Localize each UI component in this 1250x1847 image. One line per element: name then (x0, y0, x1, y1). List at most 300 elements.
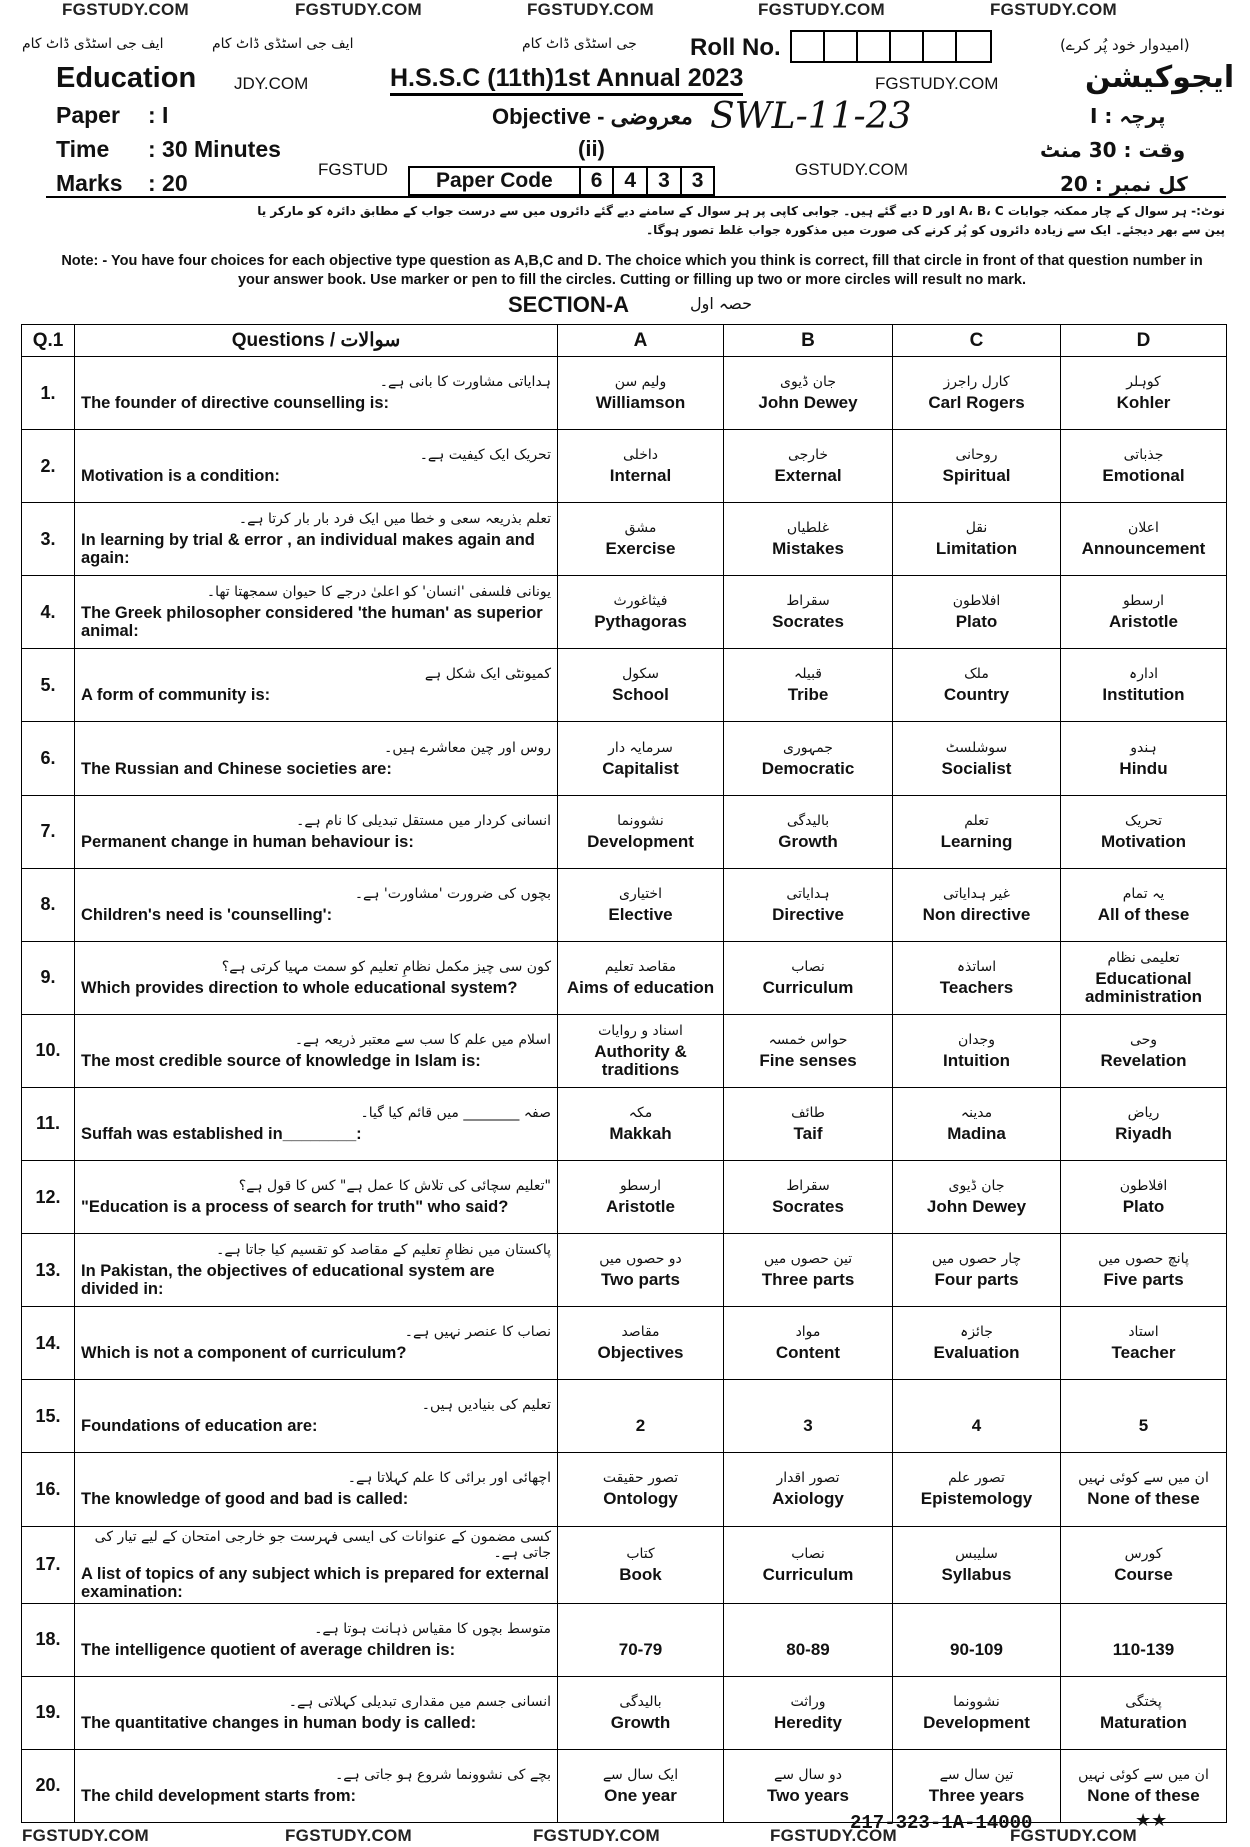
question-urdu: تحریک ایک کیفیت ہے۔ (419, 447, 551, 464)
question-row (22, 1453, 1227, 1526)
question-number: 18. (22, 1603, 75, 1676)
option-b (724, 1161, 893, 1234)
option-english: Intuition (942, 1050, 1011, 1070)
note-english: Note: - You have four choices for each objective type question as A,B,C and D. The choice which you think is correct, fill that circle in front of that question number in your answer book. Use marker or pen to fill the circles. Cutting or filling up two or more circles will result no mark. (61, 253, 1203, 288)
option-b (724, 1453, 893, 1526)
question-number: 7. (22, 795, 75, 868)
option-english: Taif (793, 1123, 823, 1143)
option-c (893, 1526, 1061, 1603)
question-row (22, 1014, 1227, 1087)
roll-no-boxes[interactable] (790, 30, 992, 63)
question-number: 20. (22, 1749, 75, 1822)
option-urdu (724, 1397, 892, 1417)
option-a (558, 1014, 724, 1087)
option-d (1061, 1087, 1227, 1160)
option-english: Curriculum (762, 977, 854, 997)
option-english: Growth (610, 1712, 671, 1732)
option-d (1061, 1234, 1227, 1307)
option-urdu: وراثت (790, 1693, 826, 1710)
option-urdu: تین حصوں میں (763, 1251, 853, 1268)
question-row (22, 576, 1227, 649)
exam-title: H.S.S.C (11th)1st Annual 2023 (390, 64, 743, 96)
option-english: Aims of education (566, 977, 715, 997)
question-number: 5. (22, 649, 75, 722)
watermark: FGSTUDY.COM (22, 1826, 150, 1845)
question-number: 1. (22, 357, 75, 430)
option-urdu: ادارہ (1129, 666, 1158, 683)
option-d (1061, 1676, 1227, 1749)
paper-code-digit: 3 (648, 168, 682, 194)
option-urdu: جان ڈیوی (780, 374, 836, 391)
option-english: Content (775, 1343, 841, 1363)
section-title-urdu: حصہ اول (690, 294, 753, 313)
option-b (724, 1234, 893, 1307)
option-english: Educational administration (1084, 968, 1203, 1006)
question-urdu: تعلم بذریعہ سعی و خطا میں ایک فرد بار بار کرتا ہے۔ (238, 511, 551, 528)
option-english: Book (619, 1564, 662, 1584)
option-urdu (558, 1621, 723, 1641)
option-urdu: جائزہ (960, 1324, 993, 1341)
question-cell (75, 1676, 558, 1749)
question-row (22, 430, 1227, 503)
question-english: The Russian and Chinese societies are: (81, 759, 392, 778)
question-english: Children's need is 'counselling': (81, 905, 333, 924)
question-english: The child development starts from: (81, 1786, 357, 1805)
option-b (724, 1676, 893, 1749)
option-a (558, 576, 724, 649)
option-english: Two parts (600, 1270, 681, 1290)
option-d (1061, 576, 1227, 649)
option-urdu: تعلم (964, 812, 989, 829)
question-english: "Education is a process of search for truth" who said? (81, 1198, 509, 1217)
option-english: Elective (608, 904, 673, 924)
option-english: Development (923, 1712, 1030, 1732)
note-urdu: نوٹ:- ہر سوال کے چار ممکنہ جوابات A، B، C اور D دیے گئے ہیں۔ جوابی کاپی پر ہر سوال کے سامنے دیے گئے دائروں میں سے درست جواب کے مطابق دائرہ کو مارکر یا پین سے بھر دیجئے۔ ایک سے زیادہ دائروں کو پُر کرنے کی صورت میں مذکورہ جواب غلط تصور ہوگا۔ (257, 204, 1225, 237)
option-c (893, 868, 1061, 941)
roll-note-urdu: (امیدوار خود پُر کرے) (1060, 36, 1190, 54)
option-english: Curriculum (762, 1564, 854, 1584)
time-value: : 30 Minutes (148, 136, 281, 162)
watermark: JDY.COM (234, 74, 309, 93)
option-english: 70-79 (618, 1639, 663, 1659)
option-a (558, 1307, 724, 1380)
option-urdu: نشوونما (617, 812, 664, 829)
question-number: 9. (22, 941, 75, 1014)
option-english: 110-139 (1112, 1639, 1175, 1659)
question-row (22, 1087, 1227, 1160)
option-urdu: چار حصوں میں (931, 1251, 1022, 1268)
option-urdu: خارجی (787, 447, 828, 464)
roll-no-label: Roll No. (690, 34, 781, 61)
option-d (1061, 1453, 1227, 1526)
option-urdu: ان میں سے کوئی نہیں (1078, 1766, 1209, 1783)
question-row (22, 1749, 1227, 1822)
question-row (22, 722, 1227, 795)
option-english: Socrates (772, 612, 844, 632)
option-urdu: طائف (791, 1104, 825, 1121)
option-a (558, 1676, 724, 1749)
paper-code-digit: 3 (691, 169, 704, 192)
option-urdu: ایک سال سے (602, 1766, 679, 1783)
option-urdu: ارسطو (619, 1178, 662, 1195)
option-c (893, 1380, 1061, 1453)
option-urdu: نقل (965, 520, 988, 537)
question-cell (75, 795, 558, 868)
option-d (1061, 357, 1227, 430)
question-english: The most credible source of knowledge in Islam is: (81, 1051, 481, 1070)
option-urdu: ہدایاتی (786, 885, 830, 902)
option-b (724, 357, 893, 430)
option-english: Riyadh (1115, 1123, 1172, 1143)
option-b (724, 1603, 893, 1676)
option-a (558, 941, 724, 1014)
option-urdu: سقراط (786, 1178, 830, 1195)
option-english: Motivation (1101, 831, 1186, 851)
question-urdu: پاکستان میں نظامِ تعلیم کے مقاصد کو تقسیم کیا جاتا ہے۔ (216, 1242, 551, 1259)
question-urdu: بچوں کی ضرورت 'مشاورت' ہے۔ (354, 885, 551, 902)
option-b (724, 795, 893, 868)
question-urdu: روس اور چین معاشرے ہیں۔ (384, 739, 551, 756)
question-urdu: نصاب کا عنصر نہیں ہے۔ (404, 1324, 551, 1341)
option-english: None of these (1087, 1489, 1200, 1509)
question-english: The intelligence quotient of average children is: (81, 1640, 456, 1659)
option-urdu (893, 1621, 1060, 1641)
option-urdu: غیر ہدایاتی (943, 885, 1010, 902)
option-urdu: دو سال سے (774, 1766, 842, 1783)
option-urdu: غلطیاں (786, 520, 830, 537)
question-urdu: کمیونٹی ایک شکل ہے (424, 666, 551, 683)
question-urdu: بچے کی نشوونما شروع ہو جاتی ہے۔ (335, 1766, 551, 1783)
question-cell (75, 722, 558, 795)
watermark: FGSTUDY.COM (770, 1826, 898, 1845)
header-b: B (724, 325, 893, 357)
option-english: Makkah (609, 1123, 672, 1143)
marks-label: Marks (56, 170, 123, 196)
questions-table (21, 324, 1227, 1823)
option-urdu: تین سال سے (939, 1766, 1014, 1783)
option-b (724, 649, 893, 722)
option-b (724, 1307, 893, 1380)
option-english: Ontology (603, 1489, 678, 1509)
option-urdu: اساتذہ (956, 958, 997, 975)
option-b (724, 941, 893, 1014)
question-cell (75, 1234, 558, 1307)
option-english: Axiology (772, 1489, 844, 1509)
question-row (22, 1526, 1227, 1603)
question-english: The knowledge of good and bad is called: (81, 1490, 409, 1509)
question-urdu: صفہ ________ میں قائم کیا گیا۔ (360, 1104, 551, 1121)
option-urdu: کتاب (626, 1545, 655, 1562)
option-d (1061, 430, 1227, 503)
question-row (22, 649, 1227, 722)
option-english: Objectives (597, 1343, 684, 1363)
question-cell (75, 576, 558, 649)
option-english: Two years (767, 1785, 849, 1805)
option-c (893, 649, 1061, 722)
option-d (1061, 503, 1227, 576)
paper-label: Paper (56, 102, 120, 128)
question-cell (75, 1161, 558, 1234)
option-english: Fine senses (759, 1050, 857, 1070)
option-english: John Dewey (758, 393, 858, 413)
urdu-watermark: ایف جی اسٹڈی ڈاٹ کام (22, 36, 164, 52)
question-row (22, 795, 1227, 868)
option-urdu: قبیلہ (794, 666, 822, 683)
option-urdu: ملک (964, 666, 989, 683)
option-english: Five parts (1103, 1270, 1184, 1290)
subject-title: Education (56, 62, 197, 94)
marks-value: : 20 (148, 170, 188, 196)
question-urdu: انسانی جسم میں مقداری تبدیلی کہلاتی ہے۔ (288, 1693, 551, 1710)
question-urdu: انسانی کردار میں مستقل تبدیلی کا نام ہے۔ (296, 812, 551, 829)
option-c (893, 941, 1061, 1014)
question-urdu: اچھائی اور برائی کا علم کہلاتا ہے۔ (347, 1470, 551, 1487)
option-english: Tribe (787, 685, 829, 705)
question-row (22, 357, 1227, 430)
paper-value: : I (148, 102, 169, 128)
option-urdu: سکول (622, 666, 659, 683)
option-english: Non directive (922, 904, 1031, 924)
question-row (22, 1234, 1227, 1307)
option-english: One year (604, 1785, 677, 1805)
option-english: Emotional (1102, 466, 1185, 486)
question-number: 14. (22, 1307, 75, 1380)
time-urdu: وقت : 30 منٹ (1040, 138, 1186, 162)
question-row (22, 1161, 1227, 1234)
header-c: C (893, 325, 1061, 357)
question-english: In learning by trial & error , an individual makes again and again: (81, 531, 535, 568)
option-urdu: ارسطو (1122, 593, 1165, 610)
option-english: Mistakes (772, 539, 844, 559)
option-a (558, 1380, 724, 1453)
question-row (22, 1380, 1227, 1453)
option-urdu: تصور حقیقت (602, 1470, 679, 1487)
option-english: Syllabus (941, 1564, 1012, 1584)
question-cell (75, 1380, 558, 1453)
option-english: Hindu (1119, 758, 1168, 778)
question-row (22, 868, 1227, 941)
option-english: Democratic (761, 758, 855, 778)
option-urdu: اختیاری (619, 885, 662, 902)
question-row (22, 941, 1227, 1014)
option-english: Epistemology (920, 1489, 1033, 1509)
option-urdu: پانچ حصوں میں (1098, 1251, 1189, 1268)
option-a (558, 1161, 724, 1234)
option-english: Carl Rogers (928, 393, 1025, 413)
question-english: Foundations of education are: (81, 1417, 318, 1436)
option-urdu: جان ڈیوی (948, 1178, 1005, 1195)
option-a (558, 649, 724, 722)
option-urdu: استاد (1128, 1324, 1159, 1341)
option-urdu: ولیم سن (614, 374, 667, 391)
option-urdu (558, 1397, 723, 1417)
watermark: FGSTUD (318, 160, 388, 179)
question-row (22, 1603, 1227, 1676)
option-urdu: اسناد و روایات (598, 1022, 683, 1039)
option-b (724, 576, 893, 649)
option-english: Course (1114, 1564, 1173, 1584)
option-english: Plato (1122, 1197, 1165, 1217)
header-d: D (1061, 325, 1227, 357)
option-urdu: اعلان (1128, 520, 1159, 537)
option-urdu (1061, 1397, 1226, 1417)
option-b (724, 430, 893, 503)
question-number: 12. (22, 1161, 75, 1234)
section-title: SECTION-A (508, 292, 629, 317)
header-questions: Questions / سوالات (75, 325, 558, 357)
option-c (893, 1234, 1061, 1307)
option-english: Three years (928, 1785, 1025, 1805)
option-english: 90-109 (950, 1639, 1003, 1659)
option-c (893, 795, 1061, 868)
option-d (1061, 868, 1227, 941)
option-urdu: دو حصوں میں (599, 1251, 682, 1268)
option-english: Directive (772, 904, 844, 924)
option-english: 4 (971, 1416, 982, 1436)
watermark: FGSTUDY.COM (62, 0, 190, 19)
footer-stars: ★★ (1135, 1810, 1168, 1830)
footer-code: 217-323-1A-14000 (850, 1812, 1033, 1834)
option-c (893, 576, 1061, 649)
option-c (893, 430, 1061, 503)
option-english: Teachers (939, 977, 1014, 997)
option-english: Country (943, 685, 1010, 705)
option-english: Maturation (1100, 1712, 1187, 1732)
watermark: FGSTUDY.COM (285, 1826, 413, 1845)
option-english: Madina (947, 1123, 1006, 1143)
option-a (558, 1087, 724, 1160)
watermark: FGSTUDY.COM (527, 0, 655, 19)
option-english: Kohler (1116, 393, 1171, 413)
question-english: A list of topics of any subject which is prepared for external examination: (81, 1564, 549, 1601)
question-cell (75, 1087, 558, 1160)
option-english: 3 (803, 1416, 813, 1436)
option-b (724, 503, 893, 576)
option-english: 80-89 (786, 1639, 830, 1659)
option-d (1061, 795, 1227, 868)
option-english: Limitation (935, 539, 1018, 559)
question-cell (75, 649, 558, 722)
marks-urdu: کل نمبر : 20 (1060, 172, 1188, 196)
watermark: FGSTUDY.COM (758, 0, 886, 19)
question-number: 4. (22, 576, 75, 649)
option-english: Internal (609, 466, 672, 486)
question-cell (75, 1749, 558, 1822)
option-english: Exercise (605, 539, 676, 559)
option-c (893, 503, 1061, 576)
question-urdu: اسلام میں علم کا سب سے معتبر ذریعہ ہے۔ (294, 1031, 551, 1048)
watermark: FGSTUDY.COM (1010, 1826, 1138, 1845)
watermark: FGSTUDY.COM (875, 74, 999, 93)
option-english: Plato (955, 612, 998, 632)
option-urdu: نشوونما (953, 1693, 1000, 1710)
question-english: The founder of directive counselling is: (81, 394, 390, 413)
option-english: Announcement (1081, 539, 1206, 559)
option-english: Institution (1102, 685, 1185, 705)
question-number: 6. (22, 722, 75, 795)
option-c (893, 1161, 1061, 1234)
option-urdu: نصاب (791, 958, 825, 975)
option-urdu: مواد (795, 1324, 821, 1341)
option-a (558, 1603, 724, 1676)
option-urdu (1061, 1621, 1226, 1641)
question-cell (75, 503, 558, 576)
option-english: All of these (1097, 904, 1190, 924)
paper-code-digit: 6 (581, 168, 615, 194)
option-urdu: افلاطون (952, 593, 1001, 610)
option-urdu: کارل راجرز (943, 374, 1010, 391)
question-cell (75, 1603, 558, 1676)
option-english: Learning (940, 831, 1013, 851)
question-number: 16. (22, 1453, 75, 1526)
option-english: None of these (1087, 1785, 1200, 1805)
option-english: Williamson (595, 393, 686, 413)
option-english: Socialist (941, 758, 1012, 778)
option-b (724, 868, 893, 941)
option-english: Pythagoras (594, 612, 687, 632)
option-urdu: تصور علم (948, 1470, 1005, 1487)
question-english: Motivation is a condition: (81, 467, 280, 486)
option-urdu: جذباتی (1123, 447, 1164, 464)
question-cell (75, 357, 558, 430)
option-urdu: مدینہ (960, 1104, 993, 1121)
option-a (558, 357, 724, 430)
option-urdu: مکہ (628, 1104, 653, 1121)
option-english: School (612, 685, 669, 705)
question-number: 10. (22, 1014, 75, 1087)
option-b (724, 1087, 893, 1160)
option-a (558, 1749, 724, 1822)
question-cell (75, 430, 558, 503)
option-c (893, 1603, 1061, 1676)
watermark: FGSTUDY.COM (990, 0, 1118, 19)
watermark: FGSTUDY.COM (295, 0, 423, 19)
question-urdu: ہدایاتی مشاورت کا بانی ہے۔ (379, 374, 551, 391)
option-d (1061, 1603, 1227, 1676)
option-a (558, 1453, 724, 1526)
urdu-watermark: ایف جی اسٹڈی ڈاٹ کام (212, 36, 354, 52)
option-urdu: جمہوری (783, 739, 833, 756)
option-urdu: سرمایہ دار (608, 739, 673, 756)
option-urdu: بالیدگی (786, 812, 830, 829)
question-number: 17. (22, 1526, 75, 1603)
question-urdu: کون سی چیز مکمل نظامِ تعلیم کو سمت مہیا کرتی ہے؟ (221, 958, 551, 975)
question-cell (75, 1014, 558, 1087)
option-a (558, 1526, 724, 1603)
option-urdu: ان میں سے کوئی نہیں (1078, 1470, 1209, 1487)
option-english: Evaluation (933, 1343, 1020, 1363)
option-english: Development (587, 831, 694, 851)
option-english: 2 (635, 1416, 646, 1436)
option-d (1061, 1526, 1227, 1603)
option-c (893, 1676, 1061, 1749)
option-english: Four parts (934, 1270, 1019, 1290)
header-a: A (558, 325, 724, 357)
option-urdu: ہندو (1130, 739, 1157, 756)
header-q: Q.1 (22, 325, 75, 357)
option-english: Teacher (1111, 1343, 1176, 1363)
question-urdu: یونانی فلسفی 'انسان' کو اعلیٰ درجے کا حیوان سمجھتا تھا۔ (206, 584, 551, 601)
option-urdu: نصاب (791, 1545, 825, 1562)
option-d (1061, 941, 1227, 1014)
question-cell (75, 868, 558, 941)
option-urdu: وحی (1129, 1031, 1158, 1048)
option-c (893, 722, 1061, 795)
option-urdu: مقاصد تعلیم (604, 958, 677, 975)
option-d (1061, 1014, 1227, 1087)
option-english: John Dewey (926, 1197, 1027, 1217)
option-english: Aristotle (1109, 612, 1178, 632)
